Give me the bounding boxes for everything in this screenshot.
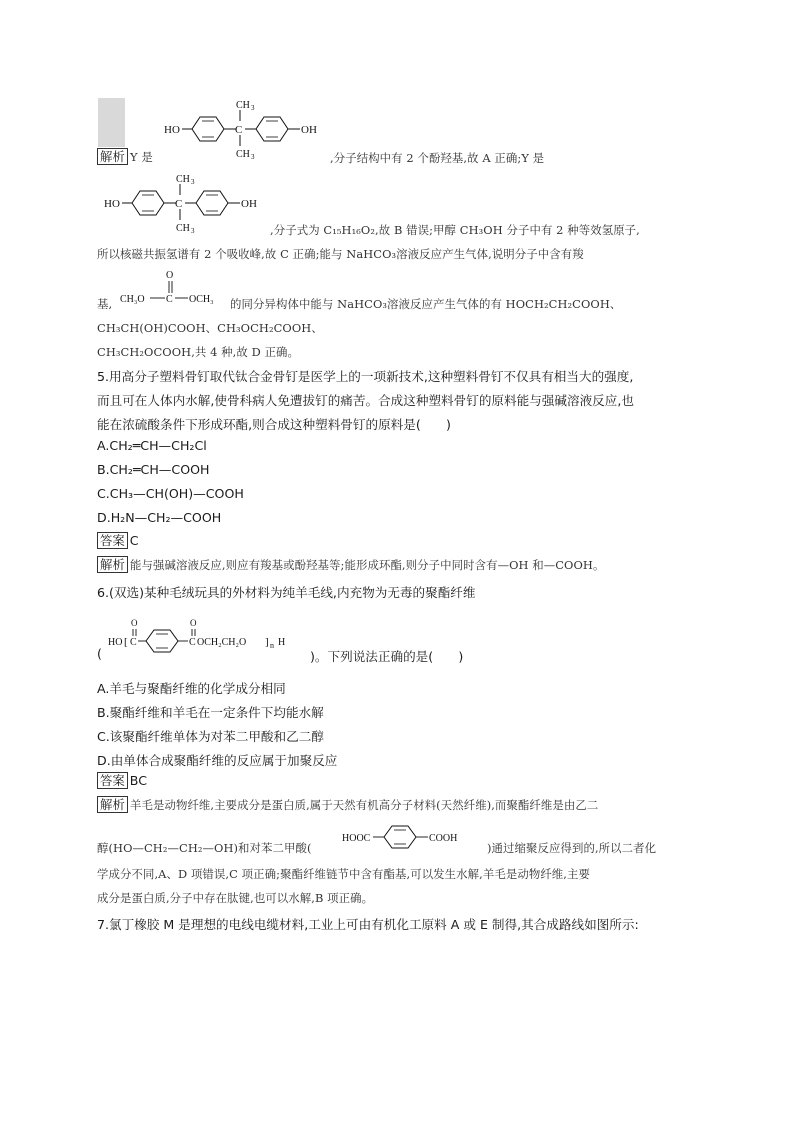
svg-text:CH: CH xyxy=(236,149,250,160)
svg-text:O: O xyxy=(190,618,197,628)
svg-text:n: n xyxy=(270,641,274,650)
q5-stem-line1: 5.用高分子塑料骨钉取代钛合金骨钉是医学上的一项新技术,这种塑料骨钉不仅具有相当大的强度, xyxy=(97,369,634,384)
q6-option-a[interactable]: A.羊毛与聚酯纤维的化学成分相同 xyxy=(97,681,286,696)
q5-option-a[interactable]: A.CH₂═CH—CH₂Cl xyxy=(97,438,207,453)
answer-value: BC xyxy=(129,773,147,788)
q5-answer xyxy=(97,532,139,549)
svg-text:O: O xyxy=(166,270,174,281)
svg-text:O: O xyxy=(131,618,138,628)
q5-stem-line2: 而且可在人体内水解,使骨科病人免遭拔钉的痛苦。合成这种塑料骨钉的原料能与强碱溶液反应,也 xyxy=(97,393,634,408)
margin-marker xyxy=(98,98,125,147)
q6-exp-line2-prefix: 醇(HO—CH₂—CH₂—OH)和对苯二甲酸( xyxy=(97,841,312,855)
explanation-tag: 解析 xyxy=(97,796,128,813)
q4-exp-line1-suffix: ,分子结构中有 2 个酚羟基,故 A 正确;Y 是 xyxy=(330,151,545,165)
dimethyl-carbonate-structure xyxy=(118,266,230,310)
oh-label: OH xyxy=(301,124,317,136)
q6-stem-open-paren: ( xyxy=(97,646,102,661)
explanation-tag: 解析 xyxy=(97,556,128,573)
svg-text:OH: OH xyxy=(241,198,257,210)
svg-text:]: ] xyxy=(265,636,269,648)
svg-text:3: 3 xyxy=(251,153,255,161)
svg-text:COOH: COOH xyxy=(429,833,458,844)
svg-text:OCH₂CH₂O: OCH₂CH₂O xyxy=(197,637,247,648)
q6-exp-line2-suffix: )通过缩聚反应得到的,所以二者化 xyxy=(487,841,657,855)
svg-text:C: C xyxy=(175,198,183,210)
q6-answer xyxy=(97,772,147,789)
svg-text:3: 3 xyxy=(251,104,255,112)
svg-text:CH: CH xyxy=(176,223,190,234)
q6-option-b[interactable]: B.聚酯纤维和羊毛在一定条件下均能水解 xyxy=(97,705,324,720)
answer-value: C xyxy=(129,533,139,548)
svg-text:CH: CH xyxy=(176,174,190,185)
terephthalic-acid-structure xyxy=(340,818,488,858)
svg-text:C: C xyxy=(166,294,173,305)
svg-text:HO: HO xyxy=(108,637,123,648)
q7-stem: 7.氯丁橡胶 M 是理想的电线电缆材料,工业上可由有机化工原料 A 或 E 制得,其合成路线如图所示: xyxy=(97,917,639,932)
q5-option-c[interactable]: C.CH₃—CH(OH)—COOH xyxy=(97,486,244,501)
q6-option-c[interactable]: C.该聚酯纤维单体为对苯二甲酸和乙二醇 xyxy=(97,729,324,744)
q6-exp-line1: 解析 羊毛是动物纤维,主要成分是蛋白质,属于天然有机高分子材料(天然纤维),而聚酯纤维是由乙二 xyxy=(97,796,598,813)
q6-exp-line3: 学成分不同,A、D 项错误,C 项正确;聚酯纤维链节中含有酯基,可以发生水解,羊毛是动物纤维,主要 xyxy=(97,867,591,881)
bisphenol-structure-1 xyxy=(160,96,330,164)
bisphenol-structure-2 xyxy=(100,170,270,238)
q6-stem-line2: )。下列说法正确的是( ) xyxy=(310,649,464,664)
q4-exp-line2: ,分子式为 C₁₅H₁₆O₂,故 B 错误;甲醇 CH₃OH 分子中有 2 种等效氢原子, xyxy=(270,223,640,237)
svg-text:[: [ xyxy=(124,636,128,648)
svg-text:C: C xyxy=(235,124,243,136)
q6-exp-line4: 成分是蛋白质,分子中存在肽键,也可以水解,B 项正确。 xyxy=(97,891,374,905)
svg-text:H: H xyxy=(278,637,286,648)
polyester-structure xyxy=(104,612,312,664)
svg-text:HO: HO xyxy=(104,198,120,210)
svg-text:OCH₃: OCH₃ xyxy=(189,294,214,305)
svg-text:C: C xyxy=(189,637,196,648)
q5-option-b[interactable]: B.CH₂═CH—COOH xyxy=(97,462,210,477)
q5-explanation: 解析 能与强碱溶液反应,则应有羧基或酚羟基等;能形成环酯,则分子中同时含有—OH 和—COOH。 xyxy=(97,556,604,573)
q4-exp-line1: 解析 Y 是 xyxy=(97,148,153,165)
svg-text:C: C xyxy=(130,637,137,648)
q4-exp-line4-prefix: 基, xyxy=(97,297,113,311)
svg-text:HOOC: HOOC xyxy=(342,833,371,844)
q5-option-d[interactable]: D.H₂N—CH₂—COOH xyxy=(97,510,222,525)
q4-exp-line4-suffix: 的同分异构体中能与 NaHCO₃溶液反应产生气体的有 HOCH₂CH₂COOH、 xyxy=(230,297,622,311)
q6-stem-line1: 6.(双选)某种毛绒玩具的外材料为纯羊毛线,内充物为无毒的聚酯纤维 xyxy=(97,585,476,600)
explanation-tag: 解析 xyxy=(97,148,128,165)
q4-exp-line3: 所以核磁共振氢谱有 2 个吸收峰,故 C 正确;能与 NaHCO₃溶液反应产生气体,说明分子中含有羧 xyxy=(97,247,584,261)
svg-text:CH₃O: CH₃O xyxy=(120,294,145,305)
answer-tag: 答案 xyxy=(97,772,128,789)
q4-exp-line5: CH₃CH(OH)COOH、CH₃OCH₂COOH、 xyxy=(97,321,323,335)
q4-exp-line6: CH₃CH₂OCOOH,共 4 种,故 D 正确。 xyxy=(97,345,300,359)
svg-text:CH: CH xyxy=(236,100,250,111)
answer-tag: 答案 xyxy=(97,532,128,549)
svg-text:3: 3 xyxy=(191,227,195,235)
q5-stem-line3: 能在浓硫酸条件下形成环酯,则合成这种塑料骨钉的原料是( ) xyxy=(97,417,451,432)
svg-text:3: 3 xyxy=(191,178,195,186)
ho-label: HO xyxy=(164,124,180,136)
q6-option-d[interactable]: D.由单体合成聚酯纤维的反应属于加聚反应 xyxy=(97,753,338,768)
